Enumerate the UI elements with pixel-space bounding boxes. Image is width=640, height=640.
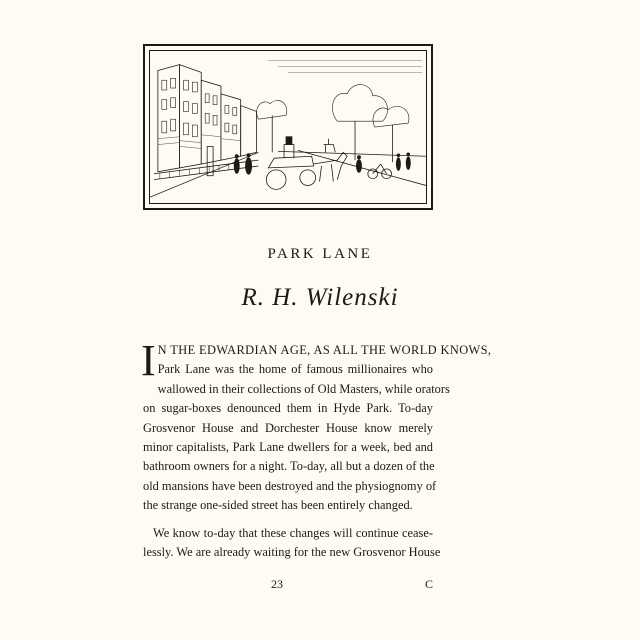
author-name: R. H. Wilenski	[241, 284, 399, 311]
text-line: lessly. We are already waiting for the new Grosvenor House	[143, 544, 441, 559]
text-line: N THE EDWARDIAN AGE, AS ALL THE WORLD KNOWS,	[157, 343, 492, 357]
text-line: Grosvenor House and Dorchester House know merely	[143, 420, 433, 435]
text-line: the strange one-sided street has been entirely changed.	[143, 498, 413, 513]
drop-cap: I	[141, 336, 156, 385]
signature-mark: C	[424, 577, 433, 591]
text-line: minor capitalists, Park Lane dwellers for a week, bed and	[143, 439, 433, 454]
engraving-svg	[150, 51, 426, 203]
park-lane-street-engraving-icon	[149, 50, 427, 204]
text-line: Park Lane was the home of famous millionaires who	[157, 362, 433, 377]
text-line: bathroom owners for a night. To-day, all but a dozen of the	[143, 459, 435, 474]
illustration-frame	[143, 44, 433, 210]
paragraph-gap	[143, 516, 433, 524]
text-line: on sugar-boxes denounced them in Hyde Park. To-day	[143, 401, 433, 416]
section-title: PARK LANE	[267, 246, 373, 262]
text-line: wallowed in their collections of Old Masters, while orators	[157, 381, 450, 396]
body-text	[141, 336, 492, 562]
page-number: 23	[271, 577, 283, 591]
text-line: We know to-day that these changes will continue cease-	[153, 525, 433, 540]
text-line: old mansions have been destroyed and the physiognomy of	[143, 478, 437, 493]
